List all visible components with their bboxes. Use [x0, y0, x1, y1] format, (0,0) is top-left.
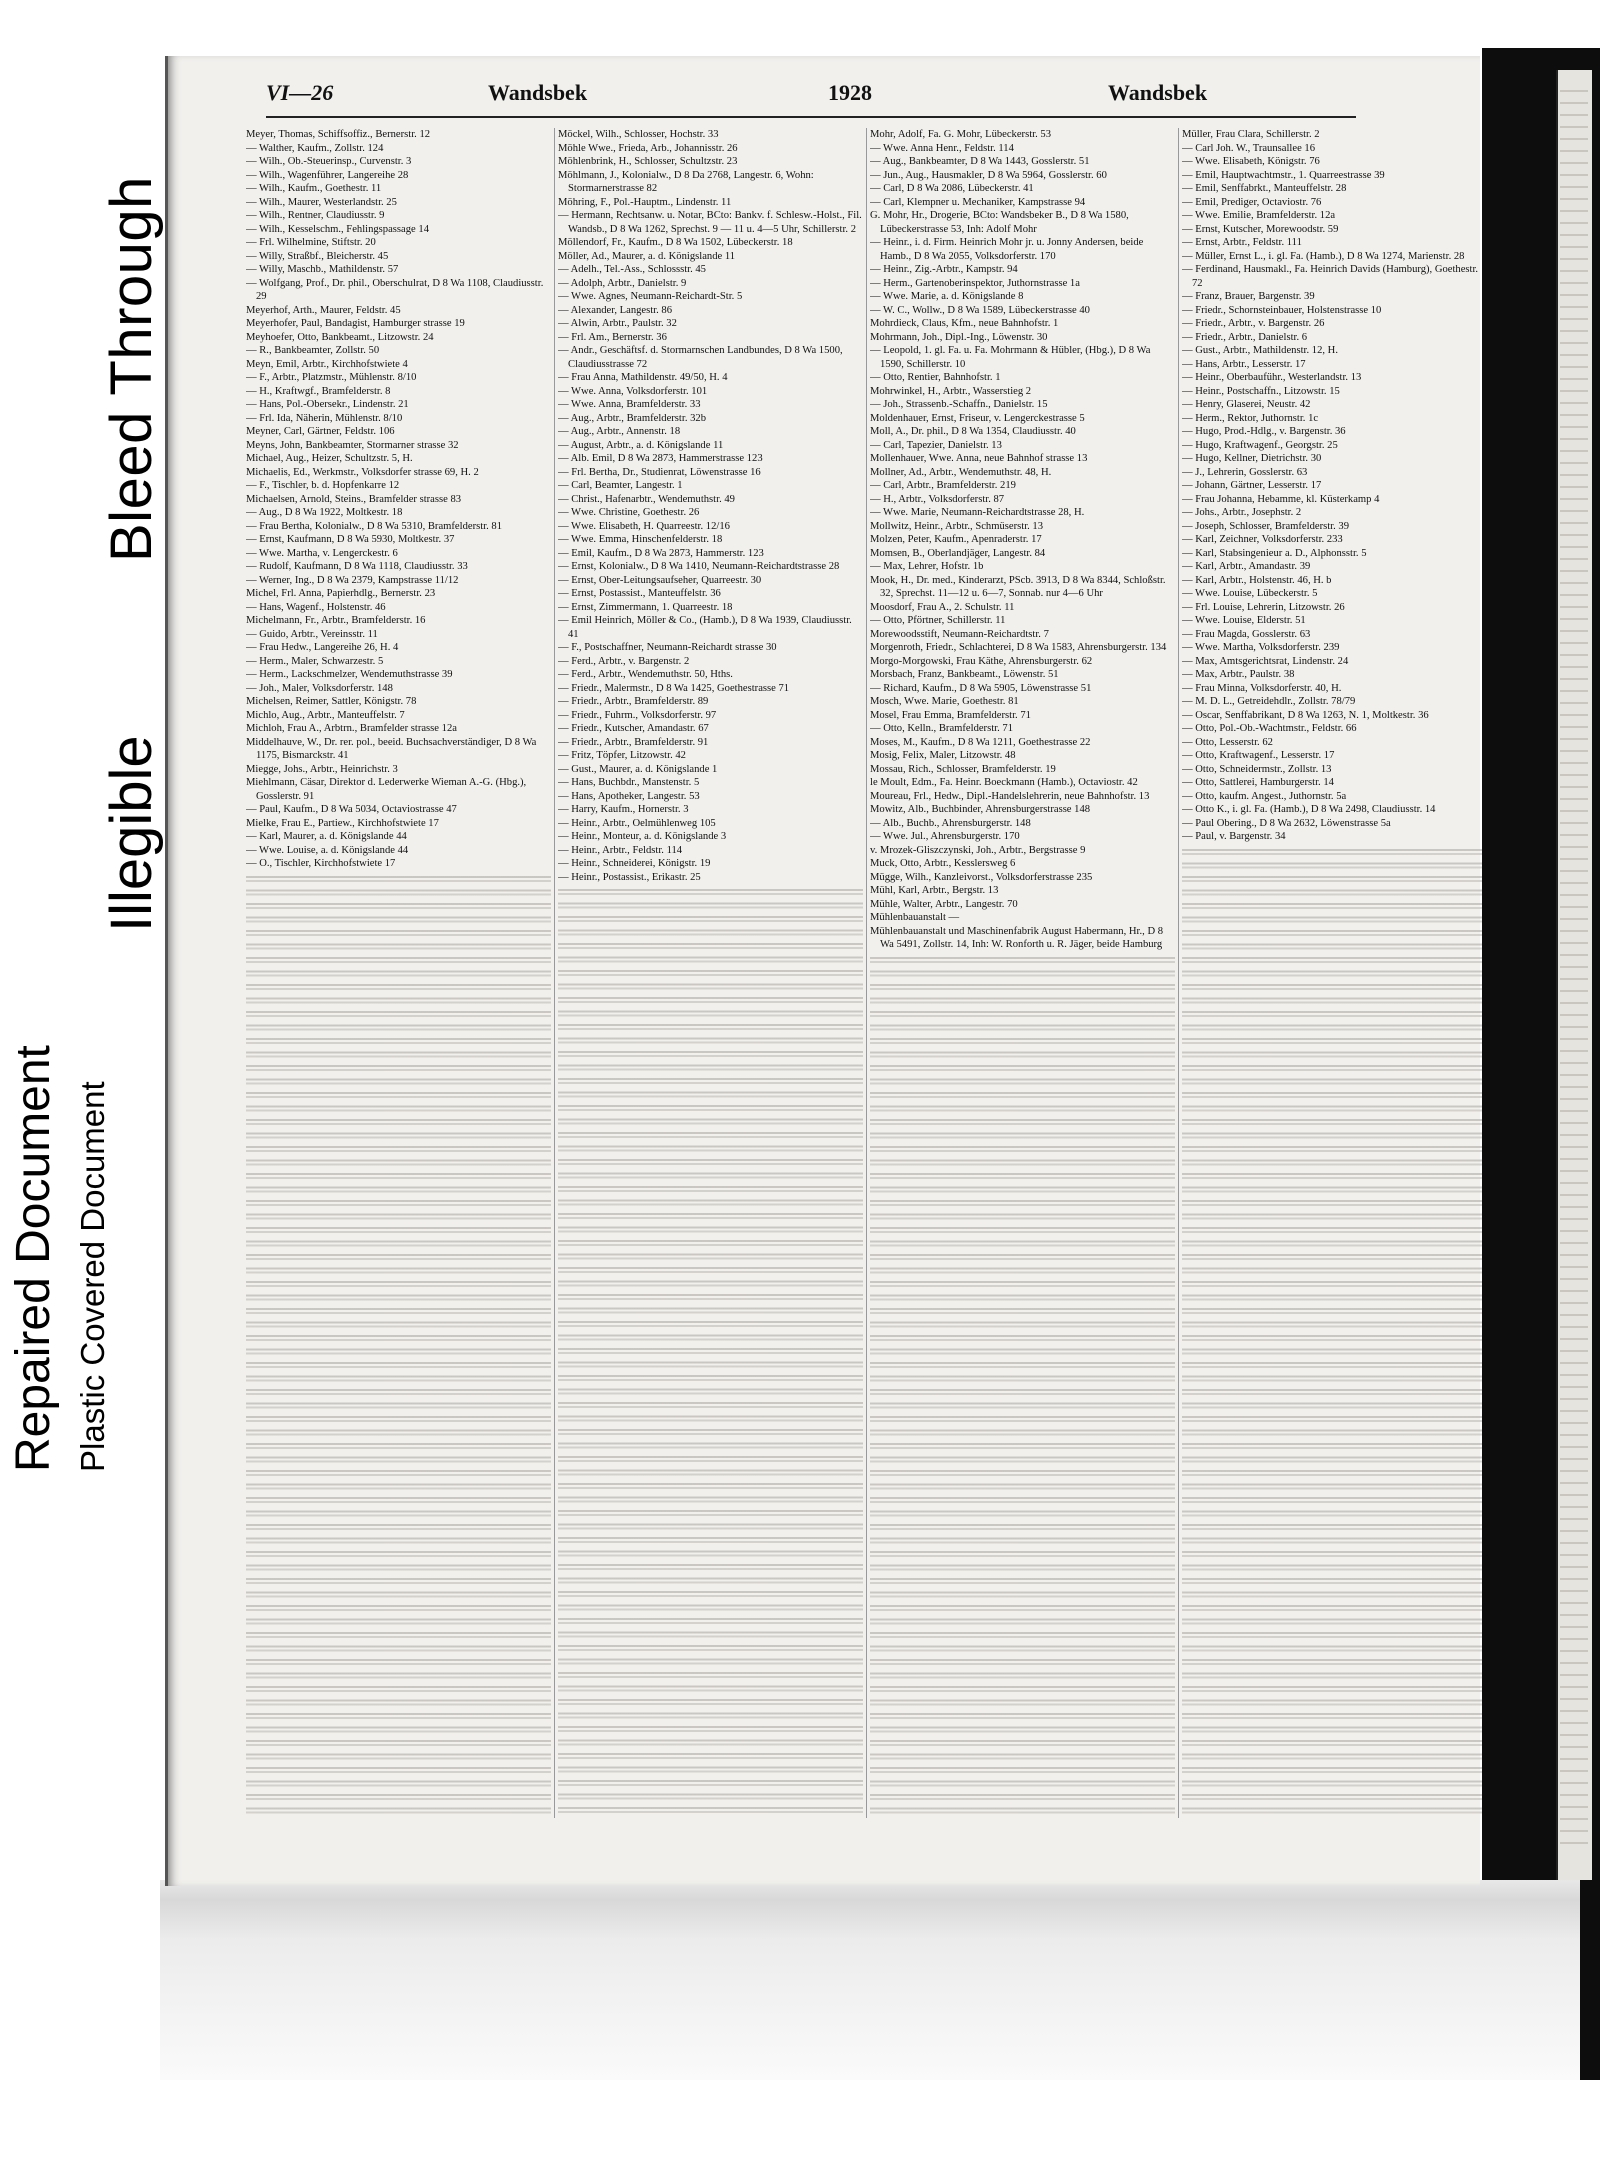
directory-entry: Möller, Ad., Maurer, a. d. Königslande 11: [558, 250, 736, 262]
directory-entry: — Aug., D 8 Wa 1922, Moltkestr. 18: [246, 507, 403, 518]
directory-entry: — Otto, Pförtner, Schillerstr. 11: [870, 615, 1006, 626]
directory-entry: — Friedr., Kutscher, Amandastr. 67: [558, 723, 709, 734]
directory-entry: Mollenhauer, Wwe. Anna, neue Bahnhof strasse 13: [870, 453, 1088, 464]
directory-entry: Meyerhofer, Paul, Bandagist, Hamburger strasse 19: [246, 318, 465, 329]
column-divider: [866, 128, 867, 1818]
directory-entry: — Wwe. Marie, Neumann-Reichardtstrasse 28, H.: [870, 507, 1085, 518]
directory-entry: Meyner, Carl, Gärtner, Feldstr. 106: [246, 426, 395, 437]
directory-entry: — Hugo, Kraftwagenf., Georgstr. 25: [1182, 439, 1338, 451]
directory-entry: Meyer, Thomas, Schiffsoffiz., Bernerstr. 12: [246, 129, 431, 140]
directory-entry: Moldenhauer, Ernst, Friseur, v. Lengerckestrasse 5: [870, 412, 1085, 424]
directory-entry: — Wwe. Jul., Ahrensburgerstr. 170: [870, 831, 1020, 842]
directory-entry: — Ernst, Kaufmann, D 8 Wa 5930, Moltkestr. 37: [246, 534, 455, 545]
directory-entry: — Ferdinand, Hausmakl., Fa. Heinrich Davids (Hamburg), Goethestr. 72: [1182, 264, 1479, 289]
directory-entry: — Max, Amtsgerichtsrat, Lindenstr. 24: [1182, 655, 1349, 667]
label-illegible: Illegible: [99, 735, 164, 932]
directory-entry: — Karl, Arbtr., Amandastr. 39: [1182, 561, 1311, 572]
directory-entry: Mohr, Adolf, Fa. G. Mohr, Lübeckerstr. 53: [870, 129, 1051, 140]
directory-entry: Michael, Aug., Heizer, Schultzstr. 5, H.: [246, 453, 413, 464]
directory-entry: — Max, Arbtr., Paulstr. 38: [1182, 669, 1295, 680]
directory-entry: — Harry, Kaufm., Hornerstr. 3: [558, 804, 689, 815]
directory-entry: — Heinr., Postassist., Erikastr. 25: [558, 871, 701, 883]
directory-entry: — O., Tischler, Kirchhofstwiete 17: [246, 858, 396, 869]
directory-entry: — Friedr., Schornsteinbauer, Holstenstrasse 10: [1182, 304, 1382, 316]
directory-entry: — Heinr., i. d. Firm. Heinrich Mohr jr. u. Jonny Andersen, beide Hamb., D 8 Wa 2055, Volksdorferstr. 170: [870, 237, 1144, 262]
directory-entry: — Frau Anna, Mathildenstr. 49/50, H. 4: [558, 372, 728, 383]
faint-text-lines: [870, 954, 1175, 1819]
directory-entry: — Paul, Kaufm., D 8 Wa 5034, Octaviostrasse 47: [246, 804, 457, 815]
directory-column-4: [1182, 128, 1482, 1818]
directory-entry: — M. D. L., Getreidehdlr., Zollstr. 78/79: [1182, 696, 1356, 707]
directory-entry: — Franz, Brauer, Bargenstr. 39: [1182, 291, 1315, 302]
directory-entry: — Hans, Wagenf., Holstenstr. 46: [246, 601, 386, 613]
directory-entry: — Emil, Prediger, Octaviostr. 76: [1182, 196, 1322, 208]
directory-entry: — Otto, Kelln., Bramfelderstr. 71: [870, 723, 1013, 734]
directory-entry: — Heinr., Oberbauführ., Westerlandstr. 13: [1182, 372, 1362, 383]
directory-entry: — R., Bankbeamter, Zollstr. 50: [246, 345, 380, 356]
directory-entry: — Frau Minna, Volksdorferstr. 40, H.: [1182, 682, 1342, 694]
directory-entry: Möhle Wwe., Frieda, Arb., Johannisstr. 26: [558, 142, 738, 154]
directory-entry: — Wwe. Martha, v. Lengerckestr. 6: [246, 547, 398, 559]
directory-entry: — Wilh., Maurer, Westerlandstr. 25: [246, 196, 397, 208]
scan-top-margin: [0, 0, 1600, 50]
directory-entry: Mohrmann, Joh., Dipl.-Ing., Löwenstr. 30: [870, 331, 1048, 343]
directory-entry: — Wwe. Christine, Goethestr. 26: [558, 507, 700, 518]
directory-entry: — Ernst, Zimmermann, 1. Quarreestr. 18: [558, 601, 733, 613]
directory-entry: — Ernst, Arbtr., Feldstr. 111: [1182, 237, 1302, 248]
directory-entry: — F., Tischler, b. d. Hopfenkarre 12: [246, 480, 400, 491]
directory-entry: — Alexander, Langestr. 86: [558, 304, 673, 316]
directory-entry: — Wilh., Ob.-Steuerinsp., Curvenstr. 3: [246, 156, 412, 167]
directory-entry: Meyns, John, Bankbeamter, Stormarner strasse 32: [246, 439, 459, 451]
directory-entry: — Frau Johanna, Hebamme, kl. Küsterkamp 4: [1182, 493, 1380, 505]
directory-entry: — August, Arbtr., a. d. Königslande 11: [558, 439, 724, 451]
faint-text-lines: [246, 873, 551, 1819]
directory-entry: Meyhoefer, Otto, Bankbeamt., Litzowstr. 24: [246, 331, 434, 343]
directory-entry: — Emil Heinrich, Möller & Co., (Hamb.), D 8 Wa 1939, Claudiusstr. 41: [558, 615, 852, 640]
directory-entry: Michelsen, Reimer, Sattler, Königstr. 78: [246, 696, 417, 707]
directory-entry: — Otto, Lesserstr. 62: [1182, 736, 1273, 748]
column-divider: [1178, 128, 1179, 1818]
directory-entry: Mosel, Frau Emma, Bramfelderstr. 71: [870, 709, 1031, 721]
directory-column-2: [558, 128, 863, 1818]
directory-entry: — Otto, Rentier, Bahnhofstr. 1: [870, 372, 1001, 383]
directory-entry: — Joh., Maler, Volksdorferstr. 148: [246, 682, 393, 694]
header-rule: [266, 116, 1356, 118]
directory-entry: Mühle, Walter, Arbtr., Langestr. 70: [870, 898, 1018, 910]
directory-entry: le Moult, Edm., Fa. Heinr. Boeckmann (Hamb.), Octaviostr. 42: [870, 777, 1138, 788]
directory-entry: — Herm., Rektor, Juthornstr. 1c: [1182, 412, 1319, 424]
directory-entry: Michaelis, Ed., Werkmstr., Volksdorfer strasse 69, H. 2: [246, 466, 479, 478]
directory-entry: — Otto, Pol.-Ob.-Wachtmstr., Feldstr. 66: [1182, 723, 1357, 734]
directory-column-1: [246, 128, 551, 1818]
directory-entry: — Wwe. Anna Henr., Feldstr. 114: [870, 142, 1014, 154]
directory-entry: — Heinr., Schneiderei, Königstr. 19: [558, 858, 711, 869]
directory-entry: — J., Lehrerin, Gosslerstr. 63: [1182, 466, 1308, 478]
directory-entry: — Ferd., Arbtr., Wendemuthstr. 50, Hths.: [558, 669, 733, 680]
directory-entry: Michlo, Aug., Arbtr., Manteuffelstr. 7: [246, 709, 405, 721]
directory-entry: — Frl. Louise, Lehrerin, Litzowstr. 26: [1182, 601, 1345, 613]
directory-entry: Morewoodsstift, Neumann-Reichardtstr. 7: [870, 628, 1049, 640]
directory-entry: — Ferd., Arbtr., v. Bargenstr. 2: [558, 655, 690, 667]
directory-entry: — Alb. Emil, D 8 Wa 2873, Hammerstrasse 123: [558, 453, 763, 464]
directory-entry: Möllendorf, Fr., Kaufm., D 8 Wa 1502, Lübeckerstr. 18: [558, 237, 793, 248]
directory-entry: — Heinr., Arbtr., Oelmühlenweg 105: [558, 817, 716, 829]
directory-entry: — Karl, Zeichner, Volksdorferstr. 233: [1182, 534, 1343, 545]
directory-entry: — Wwe. Marie, a. d. Königslande 8: [870, 291, 1024, 302]
directory-entry: — Otto K., i. gl. Fa. (Hamb.), D 8 Wa 2498, Claudiusstr. 14: [1182, 804, 1436, 815]
directory-entry: — Hans, Arbtr., Lesserstr. 17: [1182, 358, 1306, 370]
header-city-right: Wandsbek: [1108, 80, 1208, 105]
faint-text-lines: [1182, 846, 1482, 1819]
directory-column-3: [870, 128, 1175, 1818]
directory-entry: — Friedr., Arbtr., v. Bargenstr. 26: [1182, 318, 1325, 329]
directory-entry: — Wwe. Louise, Elderstr. 51: [1182, 615, 1306, 626]
directory-entry: — Carl, Klempner u. Mechaniker, Kampstrasse 94: [870, 196, 1086, 208]
directory-entry: — W. C., Wollw., D 8 Wa 1589, Lübeckerstrasse 40: [870, 304, 1090, 316]
directory-entry: — Ernst, Kutscher, Morewoodstr. 59: [1182, 223, 1339, 235]
directory-entry: — Christ., Hafenarbtr., Wendemuthstr. 49: [558, 493, 735, 505]
directory-entry: — Frau Bertha, Kolonialw., D 8 Wa 5310, Bramfelderstr. 81: [246, 520, 502, 532]
directory-entry: Miehlmann, Cäsar, Direktor d. Lederwerke Wieman A.-G. (Hbg.), Gosslerstr. 91: [246, 777, 527, 802]
directory-entry: v. Mrozek-Gliszczynski, Joh., Arbtr., Bergstrasse 9: [870, 844, 1086, 856]
directory-entry: — Wilh., Rentner, Claudiusstr. 9: [246, 210, 385, 221]
directory-entry: — Hugo, Prod.-Hdlg., v. Bargenstr. 36: [1182, 426, 1346, 437]
page-number: VI—26: [266, 80, 334, 105]
directory-entry: — Frau Magda, Gosslerstr. 63: [1182, 628, 1311, 640]
directory-entry: — Heinr., Zig.-Arbtr., Kampstr. 94: [870, 264, 1018, 275]
directory-entry: Mossau, Rich., Schlosser, Bramfelderstr. 19: [870, 763, 1056, 775]
directory-entry: Mowitz, Alb., Buchbinder, Ahrensburgerstrasse 148: [870, 804, 1091, 815]
directory-entry: — H., Kraftwgf., Bramfelderstr. 8: [246, 385, 391, 397]
directory-entry: — Carl, Arbtr., Bramfelderstr. 219: [870, 480, 1016, 491]
header-year: 1928: [828, 80, 872, 105]
directory-entry: — Oscar, Senffabrikant, D 8 Wa 1263, N. 1, Moltkestr. 36: [1182, 709, 1429, 721]
directory-entry: Meyn, Emil, Arbtr., Kirchhofstwiete 4: [246, 358, 408, 370]
directory-entry: — Wwe. Emilie, Bramfelderstr. 12a: [1182, 210, 1336, 221]
directory-entry: — Wwe. Martha, Volksdorferstr. 239: [1182, 642, 1340, 653]
directory-entry: — Carl, Beamter, Langestr. 1: [558, 480, 683, 491]
column-divider: [554, 128, 555, 1818]
directory-entry: Michel, Frl. Anna, Papierhdlg., Bernerstr. 23: [246, 588, 436, 599]
directory-entry: — Emil, Senffabrkt., Manteuffelstr. 28: [1182, 183, 1347, 194]
directory-entry: — Guido, Arbtr., Vereinsstr. 11: [246, 628, 378, 640]
directory-entry: Morgenroth, Friedr., Schlachterei, D 8 Wa 1583, Ahrensburgerstr. 134: [870, 642, 1167, 653]
directory-entry: — Rudolf, Kaufmann, D 8 Wa 1118, Claudiusstr. 33: [246, 561, 468, 572]
directory-entry: Mollner, Ad., Arbtr., Wendemuthstr. 48, H.: [870, 466, 1052, 478]
directory-entry: Moosdorf, Frau A., 2. Schulstr. 11: [870, 601, 1015, 613]
directory-entry: — Frl. Ida, Näherin, Mühlenstr. 8/10: [246, 412, 403, 424]
directory-entry: — Alb., Buchb., Ahrensburgerstr. 148: [870, 817, 1031, 829]
directory-entry: — Herm., Gartenoberinspektor, Juthornstrasse 1a: [870, 277, 1080, 289]
directory-entry: — Fritz, Töpfer, Litzowstr. 42: [558, 750, 686, 761]
directory-entry: Mühlenbauanstalt und Maschinenfabrik August Habermann, Hr., D 8 Wa 5491, Zollstr. 14, Inh: W. Ronforth u. R. Jäger, beide Hamburg: [870, 925, 1164, 950]
directory-entry: — Heinr., Monteur, a. d. Königslande 3: [558, 831, 727, 842]
directory-entry: — Johs., Arbtr., Josephstr. 2: [1182, 507, 1302, 518]
directory-entry: — Wwe. Agnes, Neumann-Reichardt-Str. 5: [558, 291, 743, 302]
directory-entry: — Hugo, Kellner, Dietrichstr. 30: [1182, 453, 1322, 464]
directory-entry: — Joh., Strassenb.-Schaffn., Danielstr. 15: [870, 399, 1048, 410]
directory-entry: Morgo-Morgowski, Frau Käthe, Ahrensburgerstr. 62: [870, 655, 1093, 667]
directory-entry: — F., Postschaffner, Neumann-Reichardt strasse 30: [558, 642, 777, 653]
directory-entry: — Frl. Am., Bernerstr. 36: [558, 331, 667, 343]
directory-entry: — Aug., Bankbeamter, D 8 Wa 1443, Gosslerstr. 51: [870, 156, 1090, 167]
directory-entry: — Jun., Aug., Hausmakler, D 8 Wa 5964, Gosslerstr. 60: [870, 169, 1107, 181]
directory-entry: G. Mohr, Hr., Drogerie, BCto: Wandsbeker B., D 8 Wa 1580, Lübeckerstrasse 53, Inh: Adolf Mohr: [870, 210, 1129, 235]
directory-entry: — Richard, Kaufm., D 8 Wa 5905, Löwenstrasse 51: [870, 682, 1092, 694]
page-bottom-shadow: [160, 1880, 1580, 2080]
label-bleed-through: Bleed Through: [99, 176, 164, 562]
adjacent-page-text-lines: [1560, 90, 1588, 1850]
directory-entry: Moureau, Frl., Hedw., Dipl.-Handelslehrerin, neue Bahnhofstr. 13: [870, 790, 1150, 802]
directory-entry: Möhlmann, J., Kolonialw., D 8 Da 2768, Langestr. 6, Wohn: Stormarnerstrasse 82: [558, 169, 814, 194]
directory-entry: — Werner, Ing., D 8 Wa 2379, Kampstrasse 11/12: [246, 574, 459, 586]
directory-entry: — Adolph, Arbtr., Danielstr. 9: [558, 277, 687, 289]
directory-entry: Mühlenbauanstalt —: [870, 912, 960, 923]
directory-entry: — Walther, Kaufm., Zollstr. 124: [246, 142, 384, 154]
directory-entry: — Wwe. Anna, Bramfelderstr. 33: [558, 399, 701, 410]
directory-entry: — Max, Lehrer, Hofstr. 1b: [870, 561, 984, 572]
directory-entry: Michloh, Frau A., Arbtrn., Bramfelder strasse 12a: [246, 723, 457, 734]
directory-entry: — Wilh., Kesselschm., Fehlingspassage 14: [246, 223, 429, 235]
directory-entry: — Hans, Buchbdr., Manstenstr. 5: [558, 777, 700, 788]
directory-entry: — F., Arbtr., Platzmstr., Mühlenstr. 8/10: [246, 372, 417, 383]
directory-entry: — Adelh., Tel.-Ass., Schlossstr. 45: [558, 264, 706, 275]
directory-entry: — Ernst, Postassist., Manteuffelstr. 36: [558, 588, 721, 599]
directory-entry: — Wwe. Elisabeth, Königstr. 76: [1182, 156, 1320, 167]
label-plastic-covered-document: Plastic Covered Document: [74, 1081, 111, 1472]
directory-entry: — H., Arbtr., Volksdorferstr. 87: [870, 493, 1005, 505]
directory-entry: Möckel, Wilh., Schlosser, Hochstr. 33: [558, 129, 719, 140]
directory-entry: — Karl, Maurer, a. d. Königslande 44: [246, 831, 407, 842]
directory-entry: Molzen, Peter, Kaufm., Apenraderstr. 17: [870, 534, 1042, 545]
directory-entry: — Gust., Arbtr., Mathildenstr. 12, H.: [1182, 345, 1338, 356]
directory-entry: Muck, Otto, Arbtr., Kesslersweg 6: [870, 858, 1016, 869]
directory-entry: — Carl, Tapezier, Danielstr. 13: [870, 439, 1002, 451]
directory-entry: — Frau Hedw., Langereihe 26, H. 4: [246, 642, 399, 653]
directory-entry: Müller, Frau Clara, Schillerstr. 2: [1182, 129, 1320, 140]
directory-entry: — Leopold, 1. gl. Fa. u. Fa. Mohrmann & Hübler, (Hbg.), D 8 Wa 1590, Schillerstr. 10: [870, 345, 1151, 370]
directory-entry: Möhring, F., Pol.-Hauptm., Lindenstr. 11: [558, 196, 732, 208]
directory-entry: — Paul Obering., D 8 Wa 2632, Löwenstrasse 5a: [1182, 817, 1391, 829]
directory-entry: — Friedr., Arbtr., Danielstr. 6: [1182, 331, 1308, 343]
header-city-left: Wandsbek: [488, 80, 588, 105]
directory-entry: — Aug., Arbtr., Annenstr. 18: [558, 426, 681, 437]
directory-entry: — Carl, D 8 Wa 2086, Lübeckerstr. 41: [870, 183, 1034, 194]
directory-entry: Mügge, Wilh., Kanzleivorst., Volksdorferstrasse 235: [870, 871, 1093, 883]
directory-entry: Meyerhof, Arth., Maurer, Feldstr. 45: [246, 304, 401, 316]
directory-entry: Mohrwinkel, H., Arbtr., Wasserstieg 2: [870, 385, 1032, 397]
directory-entry: — Alwin, Arbtr., Paulstr. 32: [558, 318, 677, 329]
directory-entry: — Wwe. Elisabeth, H. Quarreestr. 12/16: [558, 520, 730, 532]
directory-entry: — Willy, Straßbf., Bleicherstr. 45: [246, 250, 389, 262]
directory-entry: Mook, H., Dr. med., Kinderarzt, PScb. 3913, D 8 Wa 8344, Schloßstr. 32, Sprechst. 11—12 u. 6—7, Sonnab. nur 4—6 Uhr: [870, 574, 1166, 599]
directory-entry: — Wwe. Emma, Hinschenfelderstr. 18: [558, 534, 723, 545]
directory-entry: — Otto, Sattlerei, Hamburgerstr. 14: [1182, 777, 1334, 788]
directory-entry: Michaelsen, Arnold, Steins., Bramfelder strasse 83: [246, 493, 462, 505]
directory-entry: — Aug., Arbtr., Bramfelderstr. 32b: [558, 412, 707, 424]
directory-entry: Moses, M., Kaufm., D 8 Wa 1211, Goethestrasse 22: [870, 736, 1091, 748]
directory-entry: Mosch, Wwe. Marie, Goethestr. 81: [870, 696, 1019, 707]
directory-entry: — Emil, Kaufm., D 8 Wa 2873, Hammerstr. 123: [558, 547, 764, 559]
directory-entry: — Frl. Bertha, Dr., Studienrat, Löwenstrasse 16: [558, 466, 761, 478]
directory-entry: Middelhauve, W., Dr. rer. pol., beeid. Buchsachverständiger, D 8 Wa 1175, Bismarckstr. 41: [246, 736, 537, 761]
directory-entry: — Johann, Gärtner, Lesserstr. 17: [1182, 480, 1322, 491]
directory-entry: — Hermann, Rechtsanw. u. Notar, BCto: Bankv. f. Schlesw.-Holst., Fil. Wandsb., D 8 Wa 1262, Sprechst. 9 — 11 u. 4—5 Uhr, Schillerstr. 2: [558, 210, 862, 235]
directory-entry: — Ernst, Kolonialw., D 8 Wa 1410, Neumann-Reichardtstrasse 28: [558, 561, 840, 572]
directory-page: [165, 56, 1480, 1886]
directory-entry: Mosig, Felix, Maler, Litzowstr. 48: [870, 750, 1016, 761]
directory-entry: — Hans, Pol.-Obersekr., Lindenstr. 21: [246, 399, 409, 410]
directory-entry: Mühl, Karl, Arbtr., Bergstr. 13: [870, 885, 999, 896]
directory-entry: — Herm., Maler, Schwarzestr. 5: [246, 655, 384, 667]
directory-entry: Morsbach, Franz, Bankbeamt., Löwenstr. 51: [870, 669, 1059, 680]
directory-entry: Miegge, Johs., Arbtr., Heinrichstr. 3: [246, 763, 398, 775]
directory-entry: Mollwitz, Heinr., Arbtr., Schmüserstr. 13: [870, 520, 1044, 532]
directory-entry: — Wilh., Wagenführer, Langereihe 28: [246, 169, 409, 181]
directory-entry: — Wwe. Louise, Lübeckerstr. 5: [1182, 588, 1318, 599]
directory-entry: — Herm., Lackschmelzer, Wendemuthstrasse 39: [246, 669, 453, 680]
directory-entry: — Otto, kaufm. Angest., Juthornstr. 5a: [1182, 790, 1347, 802]
directory-entry: Mielke, Frau E., Partiew., Kirchhofstwiete 17: [246, 817, 439, 829]
faint-text-lines: [558, 886, 863, 1818]
directory-entry: — Emil, Hauptwachtmstr., 1. Quarreestrasse 39: [1182, 169, 1385, 181]
directory-entry: — Joseph, Schlosser, Bramfelderstr. 39: [1182, 520, 1349, 532]
directory-entry: — Otto, Kraftwagenf., Lesserstr. 17: [1182, 750, 1335, 761]
directory-entry: Mohrdieck, Claus, Kfm., neue Bahnhofstr. 1: [870, 318, 1059, 329]
directory-entry: — Friedr., Arbtr., Bramfelderstr. 89: [558, 696, 709, 707]
directory-entry: — Karl, Stabsingenieur a. D., Alphonsstr. 5: [1182, 547, 1367, 559]
directory-entry: — Carl Joh. W., Traunsallee 16: [1182, 142, 1316, 154]
directory-entry: — Friedr., Arbtr., Bramfelderstr. 91: [558, 736, 709, 748]
directory-entry: — Frl. Wilhelmine, Stiftstr. 20: [246, 237, 376, 248]
directory-entry: — Karl, Arbtr., Holstenstr. 46, H. b: [1182, 574, 1332, 586]
directory-entry: Momsen, B., Oberlandjäger, Langestr. 84: [870, 547, 1046, 559]
directory-entry: — Heinr., Arbtr., Feldstr. 114: [558, 844, 683, 856]
directory-entry: — Ernst, Ober-Leitungsaufseher, Quarreestr. 30: [558, 574, 762, 586]
label-repaired-document: Repaired Document: [7, 1045, 60, 1472]
directory-entry: — Wilh., Kaufm., Goethestr. 11: [246, 183, 382, 194]
directory-entry: — Hans, Apotheker, Langestr. 53: [558, 790, 700, 802]
directory-entry: — Friedr., Fuhrm., Volksdorferstr. 97: [558, 709, 717, 721]
directory-entry: — Gust., Maurer, a. d. Königslande 1: [558, 763, 718, 775]
directory-entry: Moll, A., Dr. phil., D 8 Wa 1354, Claudiusstr. 40: [870, 426, 1076, 437]
directory-entry: — Willy, Maschb., Mathildenstr. 57: [246, 264, 399, 275]
directory-entry: — Wolfgang, Prof., Dr. phil., Oberschulrat, D 8 Wa 1108, Claudiusstr. 29: [246, 277, 544, 302]
directory-entry: — Henry, Glaserei, Neustr. 42: [1182, 399, 1311, 410]
page-header: [258, 80, 1350, 120]
directory-entry: Michelmann, Fr., Arbtr., Bramfelderstr. 16: [246, 615, 426, 626]
directory-entry: — Wwe. Anna, Volksdorferstr. 101: [558, 385, 708, 397]
directory-entry: — Friedr., Malermstr., D 8 Wa 1425, Goethestrasse 71: [558, 682, 790, 694]
directory-entry: — Paul, v. Bargenstr. 34: [1182, 831, 1286, 842]
directory-entry: — Andr., Geschäftsf. d. Stormarnschen Landbundes, D 8 Wa 1500, Claudiusstrasse 72: [558, 345, 843, 370]
directory-entry: — Heinr., Postschaffn., Litzowstr. 15: [1182, 385, 1340, 397]
directory-entry: — Wwe. Louise, a. d. Königslande 44: [246, 844, 409, 856]
directory-entry: — Otto, Schneidermstr., Zollstr. 13: [1182, 763, 1332, 775]
directory-entry: — Müller, Ernst L., i. gl. Fa. (Hamb.), D 8 Wa 1274, Marienstr. 28: [1182, 250, 1465, 262]
directory-entry: Möhlenbrink, H., Schlosser, Schultzstr. 23: [558, 156, 738, 167]
